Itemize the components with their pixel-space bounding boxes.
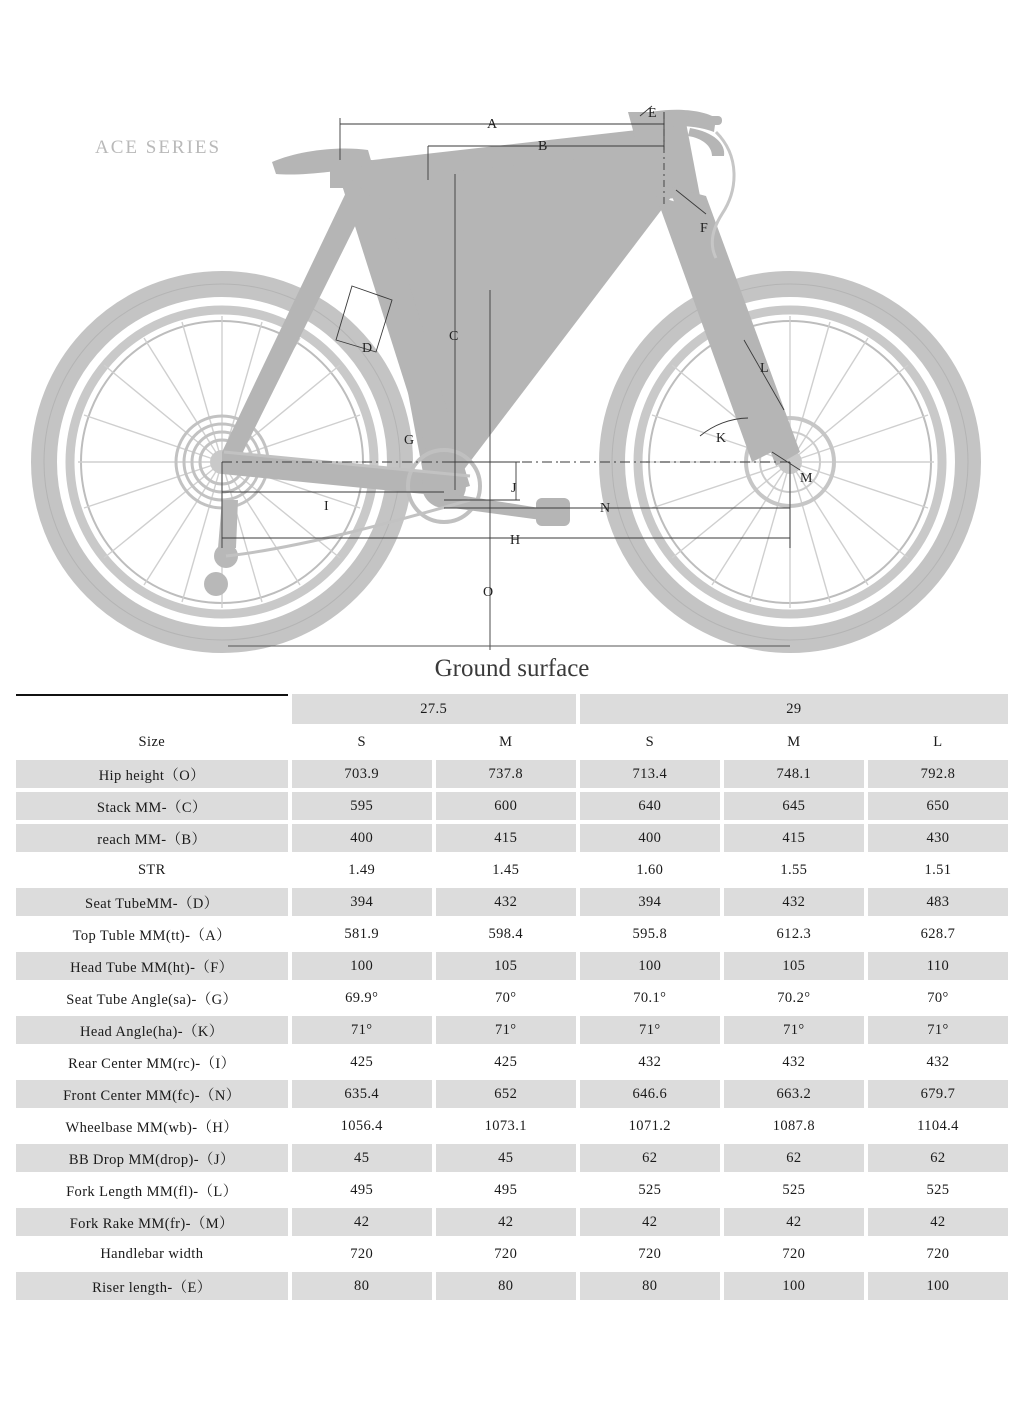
group-header-29: 29 xyxy=(580,694,1008,724)
cell: 71° xyxy=(580,1016,720,1044)
cell: 720 xyxy=(436,1240,576,1268)
cell: 525 xyxy=(724,1176,864,1204)
cell: 1.49 xyxy=(292,856,432,884)
table-row xyxy=(16,792,1008,820)
table-row xyxy=(16,760,1008,788)
row-label: STR xyxy=(16,856,288,884)
cell: 42 xyxy=(580,1208,720,1236)
row-label: Head Tube MM(ht)-（F） xyxy=(16,952,288,980)
table-row xyxy=(16,824,1008,852)
cell: 425 xyxy=(292,1048,432,1076)
cell: 71° xyxy=(436,1016,576,1044)
callout-G: G xyxy=(404,433,415,448)
cell: 432 xyxy=(868,1048,1008,1076)
callout-D: D xyxy=(362,341,373,356)
table-row xyxy=(16,1112,1008,1140)
cell: 105 xyxy=(724,952,864,980)
callout-J: J xyxy=(511,481,517,496)
geometry-table xyxy=(12,690,1012,1304)
row-label: Wheelbase MM(wb)-（H） xyxy=(16,1112,288,1140)
cell: 652 xyxy=(436,1080,576,1108)
callout-A: A xyxy=(487,117,498,132)
table-row xyxy=(16,920,1008,948)
table-row xyxy=(16,856,1008,884)
cell: 628.7 xyxy=(868,920,1008,948)
cell: 432 xyxy=(724,1048,864,1076)
cell: 525 xyxy=(580,1176,720,1204)
size-29-m: M xyxy=(724,728,864,756)
cell: 1.60 xyxy=(580,856,720,884)
cell: 737.8 xyxy=(436,760,576,788)
cell: 720 xyxy=(580,1240,720,1268)
callout-L: L xyxy=(760,361,769,376)
table-size-row xyxy=(16,728,1008,756)
table-row xyxy=(16,1208,1008,1236)
cell: 1073.1 xyxy=(436,1112,576,1140)
cell: 1.55 xyxy=(724,856,864,884)
cell: 720 xyxy=(868,1240,1008,1268)
row-label: Front Center MM(fc)-（N） xyxy=(16,1080,288,1108)
cell: 45 xyxy=(436,1144,576,1172)
table-row xyxy=(16,1016,1008,1044)
cell: 71° xyxy=(724,1016,864,1044)
series-watermark: ACE SERIES xyxy=(95,137,222,158)
callout-H: H xyxy=(510,533,521,548)
cell: 720 xyxy=(724,1240,864,1268)
row-label: reach MM-（B） xyxy=(16,824,288,852)
row-label: Fork Rake MM(fr)-（M） xyxy=(16,1208,288,1236)
cell: 69.9° xyxy=(292,984,432,1012)
row-label: Handlebar width xyxy=(16,1240,288,1268)
cell: 495 xyxy=(292,1176,432,1204)
cell: 748.1 xyxy=(724,760,864,788)
row-label: BB Drop MM(drop)-（J） xyxy=(16,1144,288,1172)
table-row xyxy=(16,952,1008,980)
row-label: Riser length-（E） xyxy=(16,1272,288,1300)
cell: 1104.4 xyxy=(868,1112,1008,1140)
cell: 80 xyxy=(292,1272,432,1300)
cell: 425 xyxy=(436,1048,576,1076)
cell: 495 xyxy=(436,1176,576,1204)
cell: 1071.2 xyxy=(580,1112,720,1140)
cell: 432 xyxy=(580,1048,720,1076)
cell: 600 xyxy=(436,792,576,820)
cell: 80 xyxy=(436,1272,576,1300)
cell: 720 xyxy=(292,1240,432,1268)
cell: 595 xyxy=(292,792,432,820)
cell: 70° xyxy=(436,984,576,1012)
cell: 792.8 xyxy=(868,760,1008,788)
cell: 70.1° xyxy=(580,984,720,1012)
row-label: Seat Tube Angle(sa)-（G） xyxy=(16,984,288,1012)
bike-geometry-diagram xyxy=(0,0,1024,690)
table-row xyxy=(16,888,1008,916)
row-label: Seat TubeMM-（D） xyxy=(16,888,288,916)
size-label: Size xyxy=(16,728,288,756)
cell: 62 xyxy=(868,1144,1008,1172)
cell: 430 xyxy=(868,824,1008,852)
table-row xyxy=(16,984,1008,1012)
cell: 80 xyxy=(580,1272,720,1300)
callout-N: N xyxy=(600,501,611,516)
cell: 635.4 xyxy=(292,1080,432,1108)
cell: 679.7 xyxy=(868,1080,1008,1108)
cell: 581.9 xyxy=(292,920,432,948)
callout-K: K xyxy=(716,431,727,446)
cell: 1056.4 xyxy=(292,1112,432,1140)
size-27-5-m: M xyxy=(436,728,576,756)
size-29-l: L xyxy=(868,728,1008,756)
callout-I: I xyxy=(324,499,329,514)
cell: 400 xyxy=(292,824,432,852)
cell: 110 xyxy=(868,952,1008,980)
cell: 415 xyxy=(436,824,576,852)
cell: 71° xyxy=(868,1016,1008,1044)
cell: 71° xyxy=(292,1016,432,1044)
callout-E: E xyxy=(648,106,657,121)
cell: 525 xyxy=(868,1176,1008,1204)
callout-O: O xyxy=(483,585,494,600)
cell: 42 xyxy=(292,1208,432,1236)
row-label: Fork Length MM(fl)-（L） xyxy=(16,1176,288,1204)
cell: 415 xyxy=(724,824,864,852)
cell: 100 xyxy=(580,952,720,980)
cell: 62 xyxy=(580,1144,720,1172)
cell: 432 xyxy=(724,888,864,916)
row-label: Head Angle(ha)-（K） xyxy=(16,1016,288,1044)
callout-F: F xyxy=(700,221,708,236)
cell: 713.4 xyxy=(580,760,720,788)
cell: 42 xyxy=(868,1208,1008,1236)
cell: 100 xyxy=(724,1272,864,1300)
group-header-27-5: 27.5 xyxy=(292,694,576,724)
cell: 703.9 xyxy=(292,760,432,788)
cell: 100 xyxy=(292,952,432,980)
cell: 100 xyxy=(868,1272,1008,1300)
cell: 105 xyxy=(436,952,576,980)
cell: 42 xyxy=(724,1208,864,1236)
geometry-table-wrap xyxy=(0,690,1024,1304)
cell: 595.8 xyxy=(580,920,720,948)
cell: 598.4 xyxy=(436,920,576,948)
cell: 650 xyxy=(868,792,1008,820)
row-label: Rear Center MM(rc)-（I） xyxy=(16,1048,288,1076)
cell: 1087.8 xyxy=(724,1112,864,1140)
table-row xyxy=(16,1080,1008,1108)
cell: 70.2° xyxy=(724,984,864,1012)
row-label: Hip height（O） xyxy=(16,760,288,788)
cell: 62 xyxy=(724,1144,864,1172)
cell: 663.2 xyxy=(724,1080,864,1108)
cell: 483 xyxy=(868,888,1008,916)
size-27-5-s: S xyxy=(292,728,432,756)
cell: 42 xyxy=(436,1208,576,1236)
cell: 394 xyxy=(292,888,432,916)
cell: 1.51 xyxy=(868,856,1008,884)
cell: 640 xyxy=(580,792,720,820)
cell: 612.3 xyxy=(724,920,864,948)
bike-frame-illustration xyxy=(0,0,1024,690)
cell: 45 xyxy=(292,1144,432,1172)
cell: 400 xyxy=(580,824,720,852)
row-label: Top Tuble MM(tt)-（A） xyxy=(16,920,288,948)
cell: 645 xyxy=(724,792,864,820)
size-29-s: S xyxy=(580,728,720,756)
callout-M: M xyxy=(800,471,813,486)
rear-derailleur xyxy=(204,500,238,596)
cell: 432 xyxy=(436,888,576,916)
table-row xyxy=(16,1048,1008,1076)
cell: 394 xyxy=(580,888,720,916)
table-row xyxy=(16,1144,1008,1172)
cell: 70° xyxy=(868,984,1008,1012)
cell: 646.6 xyxy=(580,1080,720,1108)
callout-B: B xyxy=(538,139,548,154)
table-group-header-row xyxy=(16,694,1008,724)
table-corner-cell xyxy=(16,694,288,724)
cell: 1.45 xyxy=(436,856,576,884)
row-label: Stack MM-（C） xyxy=(16,792,288,820)
callout-C: C xyxy=(449,329,459,344)
table-row xyxy=(16,1272,1008,1300)
ground-surface-label: Ground surface xyxy=(434,655,590,682)
table-row xyxy=(16,1240,1008,1268)
table-row xyxy=(16,1176,1008,1204)
